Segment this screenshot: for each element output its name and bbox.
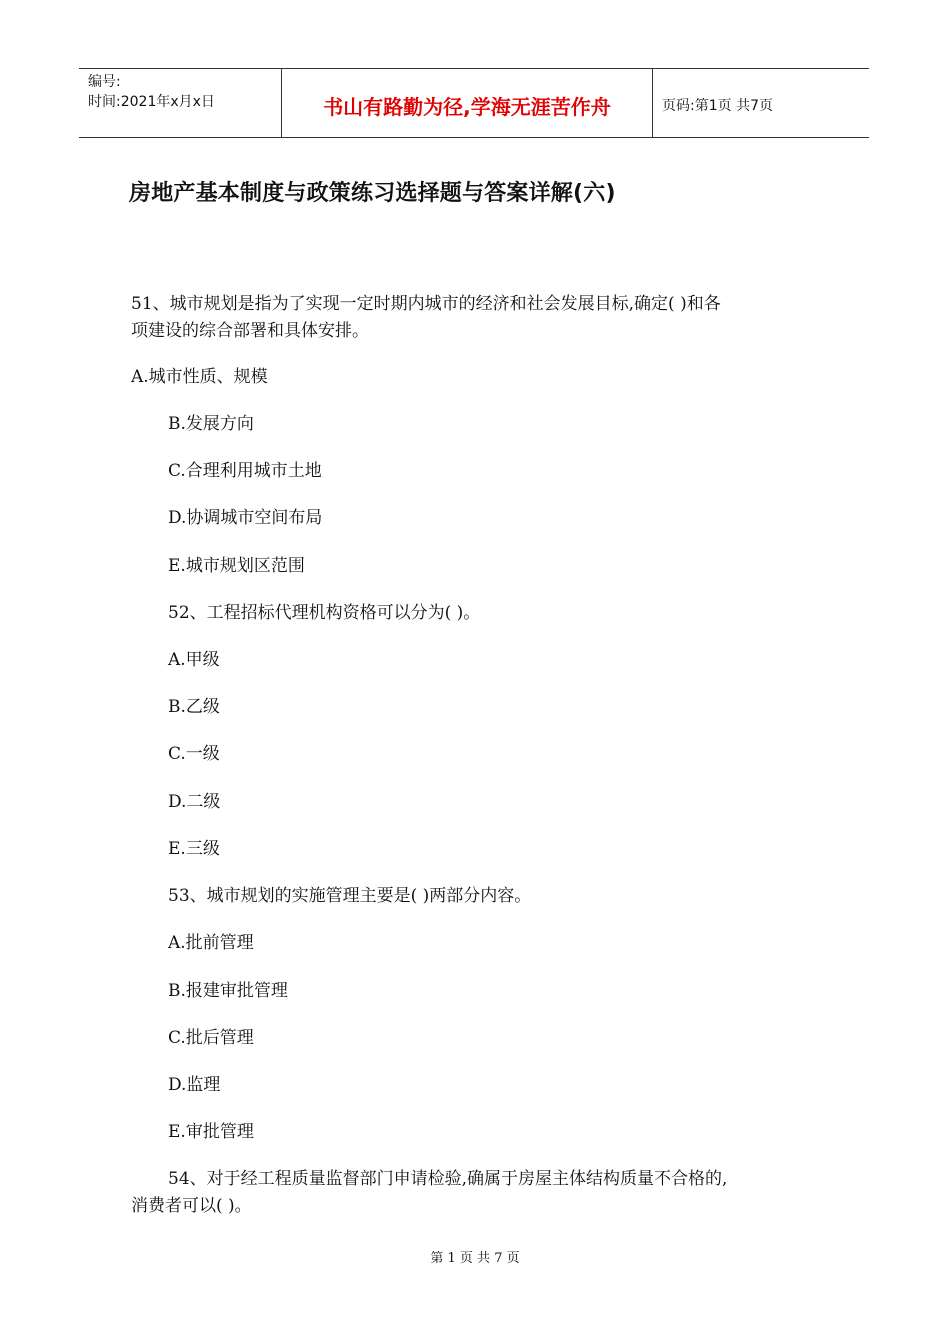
header-table [79, 68, 869, 138]
question-51-line-1: 51、城市规划是指为了实现一定时期内城市的经济和社会发展目标,确定( )和各 [131, 294, 721, 314]
document-number-label: 编号: [88, 74, 121, 90]
question-51-option-d: D.协调城市空间布局 [168, 508, 323, 528]
question-53-option-a: A.批前管理 [168, 933, 254, 953]
page-footer: 第 1 页 共 7 页 [430, 1251, 520, 1266]
question-54-line-1: 54、对于经工程质量监督部门申请检验,确属于房屋主体结构质量不合格的, [168, 1169, 728, 1189]
question-53-option-e: E.审批管理 [168, 1122, 254, 1142]
question-52-option-d: D.二级 [168, 792, 221, 812]
question-51-option-b: B.发展方向 [168, 414, 254, 434]
question-53: 53、城市规划的实施管理主要是( )两部分内容。 [168, 886, 532, 906]
header-meta [79, 69, 281, 137]
question-52-option-a: A.甲级 [168, 650, 220, 670]
question-52-option-e: E.三级 [168, 839, 220, 859]
question-53-option-c: C.批后管理 [168, 1028, 254, 1048]
question-51-line-2: 项建设的综合部署和具体安排。 [131, 321, 369, 341]
question-54-line-2: 消费者可以( )。 [131, 1196, 252, 1216]
document-date-label: 时间:2021年x月x日 [88, 94, 215, 110]
page-title: 房地产基本制度与政策练习选择题与答案详解(六) [129, 181, 616, 206]
question-53-option-b: B.报建审批管理 [168, 981, 288, 1001]
question-51-option-a: A.城市性质、规模 [131, 367, 268, 387]
question-52-option-b: B.乙级 [168, 697, 220, 717]
question-53-option-d: D.监理 [168, 1075, 221, 1095]
header-page-info: 页码:第1页 共7页 [662, 98, 773, 114]
question-51-option-e: E.城市规划区范围 [168, 556, 305, 576]
header-motto: 书山有路勤为径,学海无涯苦作舟 [281, 69, 653, 137]
question-51-option-c: C.合理利用城市土地 [168, 461, 322, 481]
question-52-option-c: C.一级 [168, 744, 220, 764]
question-52: 52、工程招标代理机构资格可以分为( )。 [168, 603, 481, 623]
